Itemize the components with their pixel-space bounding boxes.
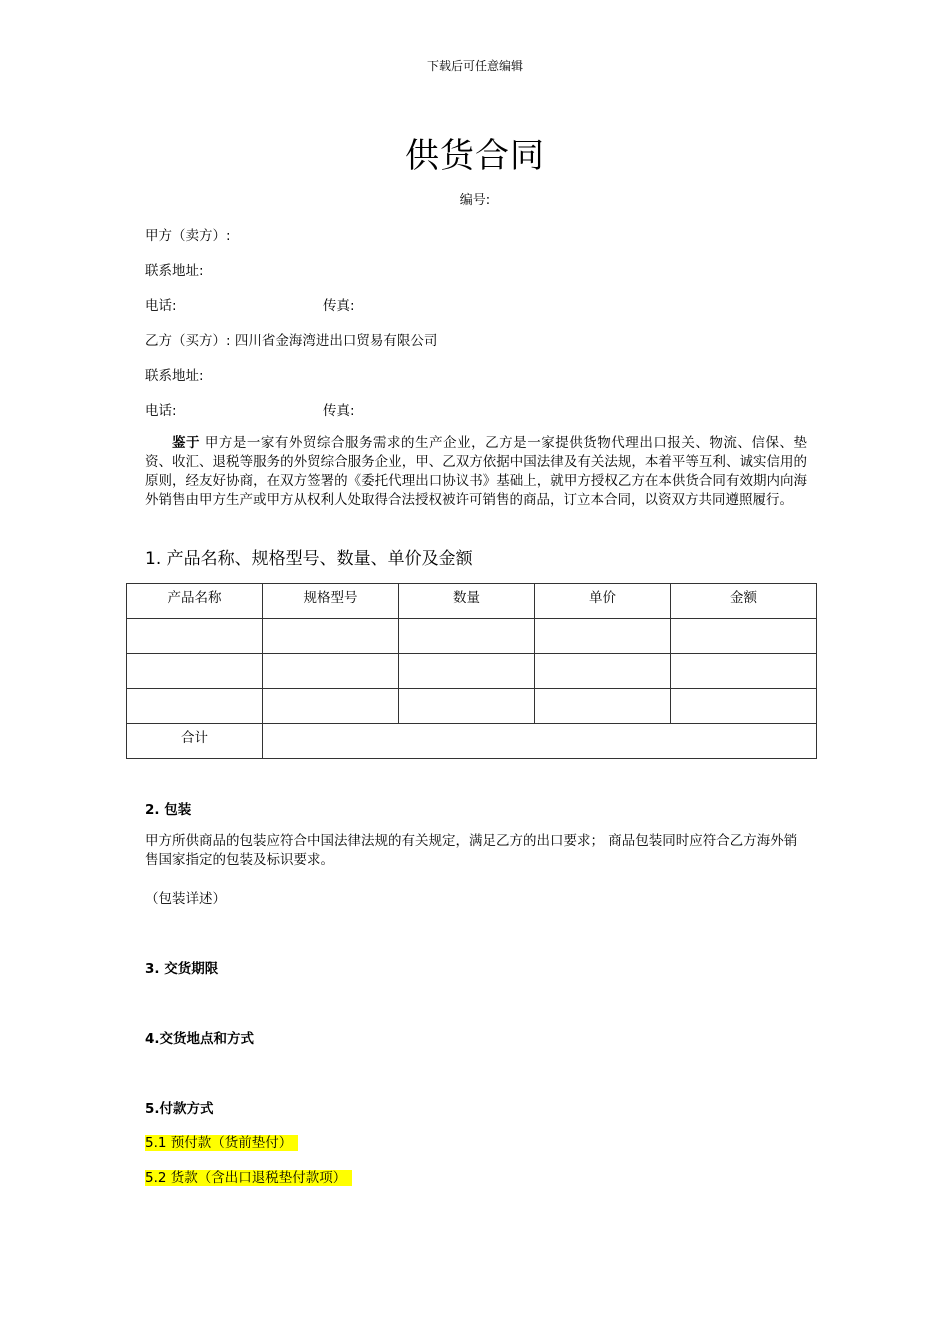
total-value-cell[interactable]: [263, 724, 817, 759]
party-b-phone-label: 电话:: [145, 403, 177, 419]
section-3-title: 3. 交货期限: [145, 961, 219, 977]
contract-number-label: 编号:: [459, 193, 491, 208]
party-b-line: [145, 329, 437, 349]
section-4-title: 4.交货地点和方式: [145, 1031, 255, 1047]
table-total-row: [127, 724, 817, 759]
table-cell[interactable]: [671, 689, 817, 724]
table-cell[interactable]: [127, 654, 263, 689]
party-b-name: 四川省金海湾进出口贸易有限公司: [234, 333, 438, 349]
total-label-cell: 合计: [127, 724, 263, 759]
table-cell[interactable]: [263, 654, 399, 689]
table-header-row: [127, 584, 817, 619]
column-header-quantity: 数量: [399, 584, 535, 619]
party-a-phone-label: 电话:: [145, 298, 177, 314]
column-header-spec-model: 规格型号: [263, 584, 399, 619]
table-cell[interactable]: [263, 619, 399, 654]
table-cell[interactable]: [127, 619, 263, 654]
table-row: [127, 619, 817, 654]
product-table: [126, 583, 817, 759]
table-cell[interactable]: [399, 654, 535, 689]
column-header-amount: 金额: [671, 584, 817, 619]
packaging-detail: （包装详述）: [145, 891, 226, 907]
payment-item-5-2-text: 5.2 货款（含出口退税垫付款项）: [145, 1170, 352, 1186]
header-note: 下载后可任意编辑: [426, 59, 523, 73]
preamble-lead: 鉴于: [172, 435, 201, 451]
preamble-paragraph: [145, 434, 807, 510]
section-2-text: 甲方所供商品的包装应符合中国法律法规的有关规定，满足乙方的出口要求； 商品包装同时应符合乙方海外销售国家指定的包装及标识要求。: [145, 833, 798, 868]
preamble-text: 甲方是一家有外贸综合服务需求的生产企业，乙方是一家提供货物代理出口报关、物流、信保、垫资、收汇、退税等服务的外贸综合服务企业，甲、乙双方依据中国法律及有关法规，本着平等互利、诚实信用的原则，经友好协商，在双方签署的《委托代理出口协议书》基础上，就甲方授权乙方在本供货合同有效期内向海外销售由甲方生产或甲方从权利人处取得合法授权被许可销售的商品，订立本合同，以资双方共同遵照履行。: [145, 435, 807, 508]
table-cell[interactable]: [399, 689, 535, 724]
column-header-unit-price: 单价: [535, 584, 671, 619]
section-1-title: 1. 产品名称、规格型号、数量、单价及金额: [145, 549, 473, 569]
section-2-title: 2. 包装: [145, 802, 192, 818]
party-a-address-label: 联系地址:: [145, 263, 204, 279]
table-cell[interactable]: [127, 689, 263, 724]
table-cell[interactable]: [399, 619, 535, 654]
table-cell[interactable]: [671, 654, 817, 689]
payment-item-5-1: [145, 1131, 298, 1151]
column-header-product-name: 产品名称: [127, 584, 263, 619]
payment-item-5-2: [145, 1166, 352, 1186]
table-row: [127, 654, 817, 689]
party-a-fax-label: 传真:: [323, 298, 355, 314]
table-cell[interactable]: [671, 619, 817, 654]
payment-item-5-1-text: 5.1 预付款（货前垫付）: [145, 1135, 298, 1151]
party-b-label: 乙方（买方）:: [145, 333, 231, 349]
party-b-address-label: 联系地址:: [145, 368, 204, 384]
table-cell[interactable]: [263, 689, 399, 724]
document-title: 供货合同: [405, 136, 545, 176]
table-cell[interactable]: [535, 619, 671, 654]
table-cell[interactable]: [535, 654, 671, 689]
party-a-label: 甲方（卖方）:: [145, 228, 231, 244]
table-row: [127, 689, 817, 724]
table-cell[interactable]: [535, 689, 671, 724]
party-b-fax-label: 传真:: [323, 403, 355, 419]
section-5-title: 5.付款方式: [145, 1101, 214, 1117]
